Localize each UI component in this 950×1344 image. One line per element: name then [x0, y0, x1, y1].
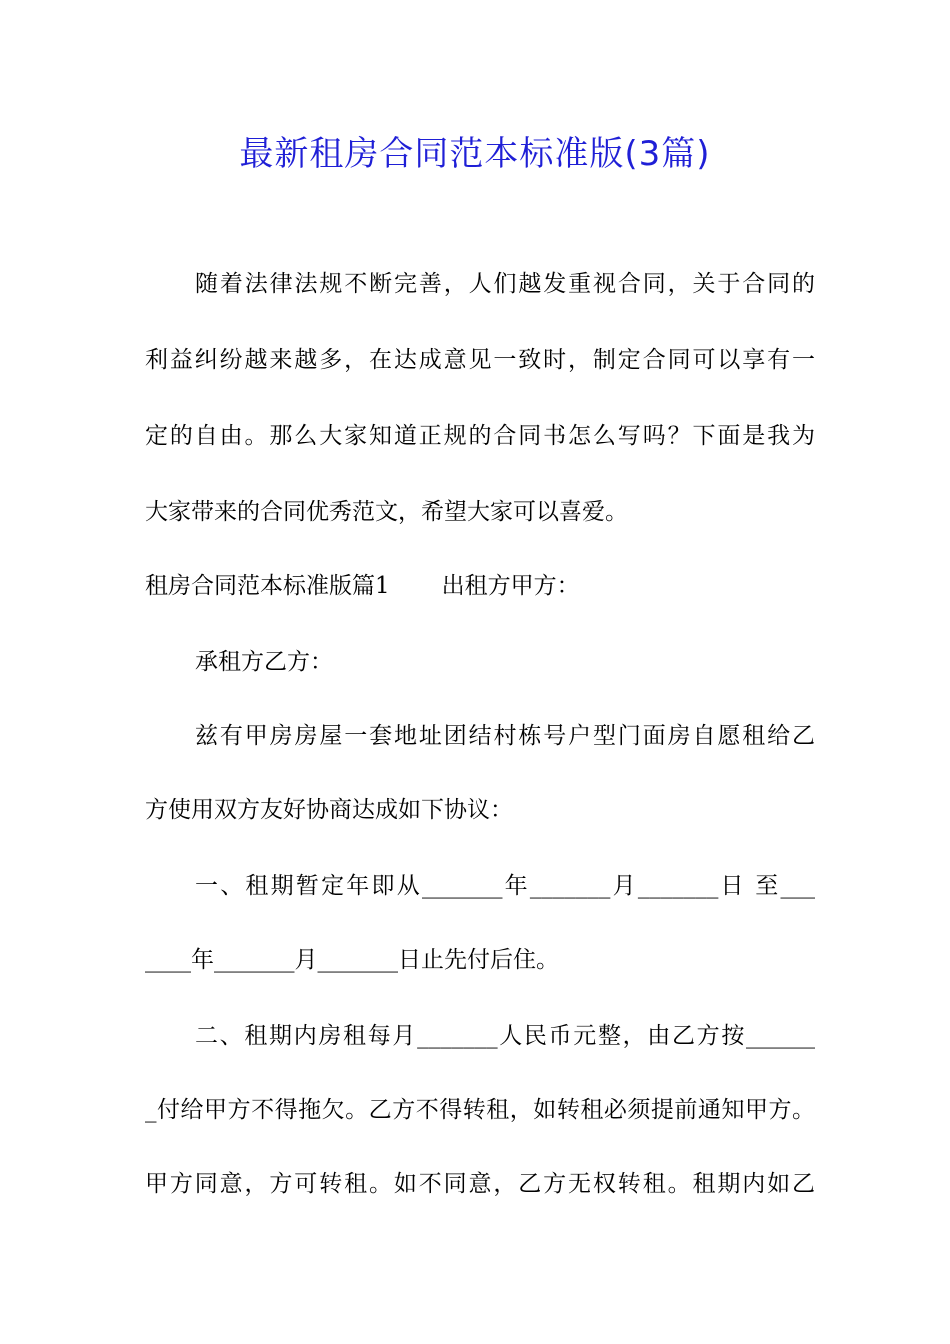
lessor-label: 出租方甲方：: [441, 573, 580, 599]
paragraph-line: _付给甲方不得拖欠。乙方不得转租，如转租必须提前通知甲方。: [145, 1097, 815, 1123]
paragraph-line: 甲方同意，方可转租。如不同意，乙方无权转租。租期内如乙: [145, 1171, 815, 1197]
paragraph-line: 承租方乙方：: [195, 649, 333, 675]
paragraph-line: 大家带来的合同优秀范文，希望大家可以喜爱。: [145, 499, 628, 525]
paragraph-line: 定的自由。那么大家知道正规的合同书怎么写吗？下面是我为: [145, 423, 815, 449]
paragraph-line: ____年_______月_______日止先付后住。: [145, 947, 559, 973]
section-heading: 租房合同范本标准版篇1: [145, 573, 390, 599]
paragraph-line: 二、租期内房租每月_______人民币元整，由乙方按______: [195, 1023, 815, 1049]
paragraph-line: 方使用双方友好协商达成如下协议：: [145, 797, 513, 823]
document-title: 最新租房合同范本标准版(3篇): [239, 134, 711, 174]
paragraph-line: 兹有甲房房屋一套地址团结村栋号户型门面房自愿租给乙: [195, 723, 815, 749]
paragraph-line: 一、租期暂定年即从_______年_______月_______日 至___: [195, 873, 815, 899]
paragraph-line: 利益纠纷越来越多，在达成意见一致时，制定合同可以享有一: [145, 347, 815, 373]
paragraph-line: 随着法律法规不断完善，人们越发重视合同，关于合同的: [195, 271, 815, 297]
section-heading-line: [145, 570, 815, 602]
